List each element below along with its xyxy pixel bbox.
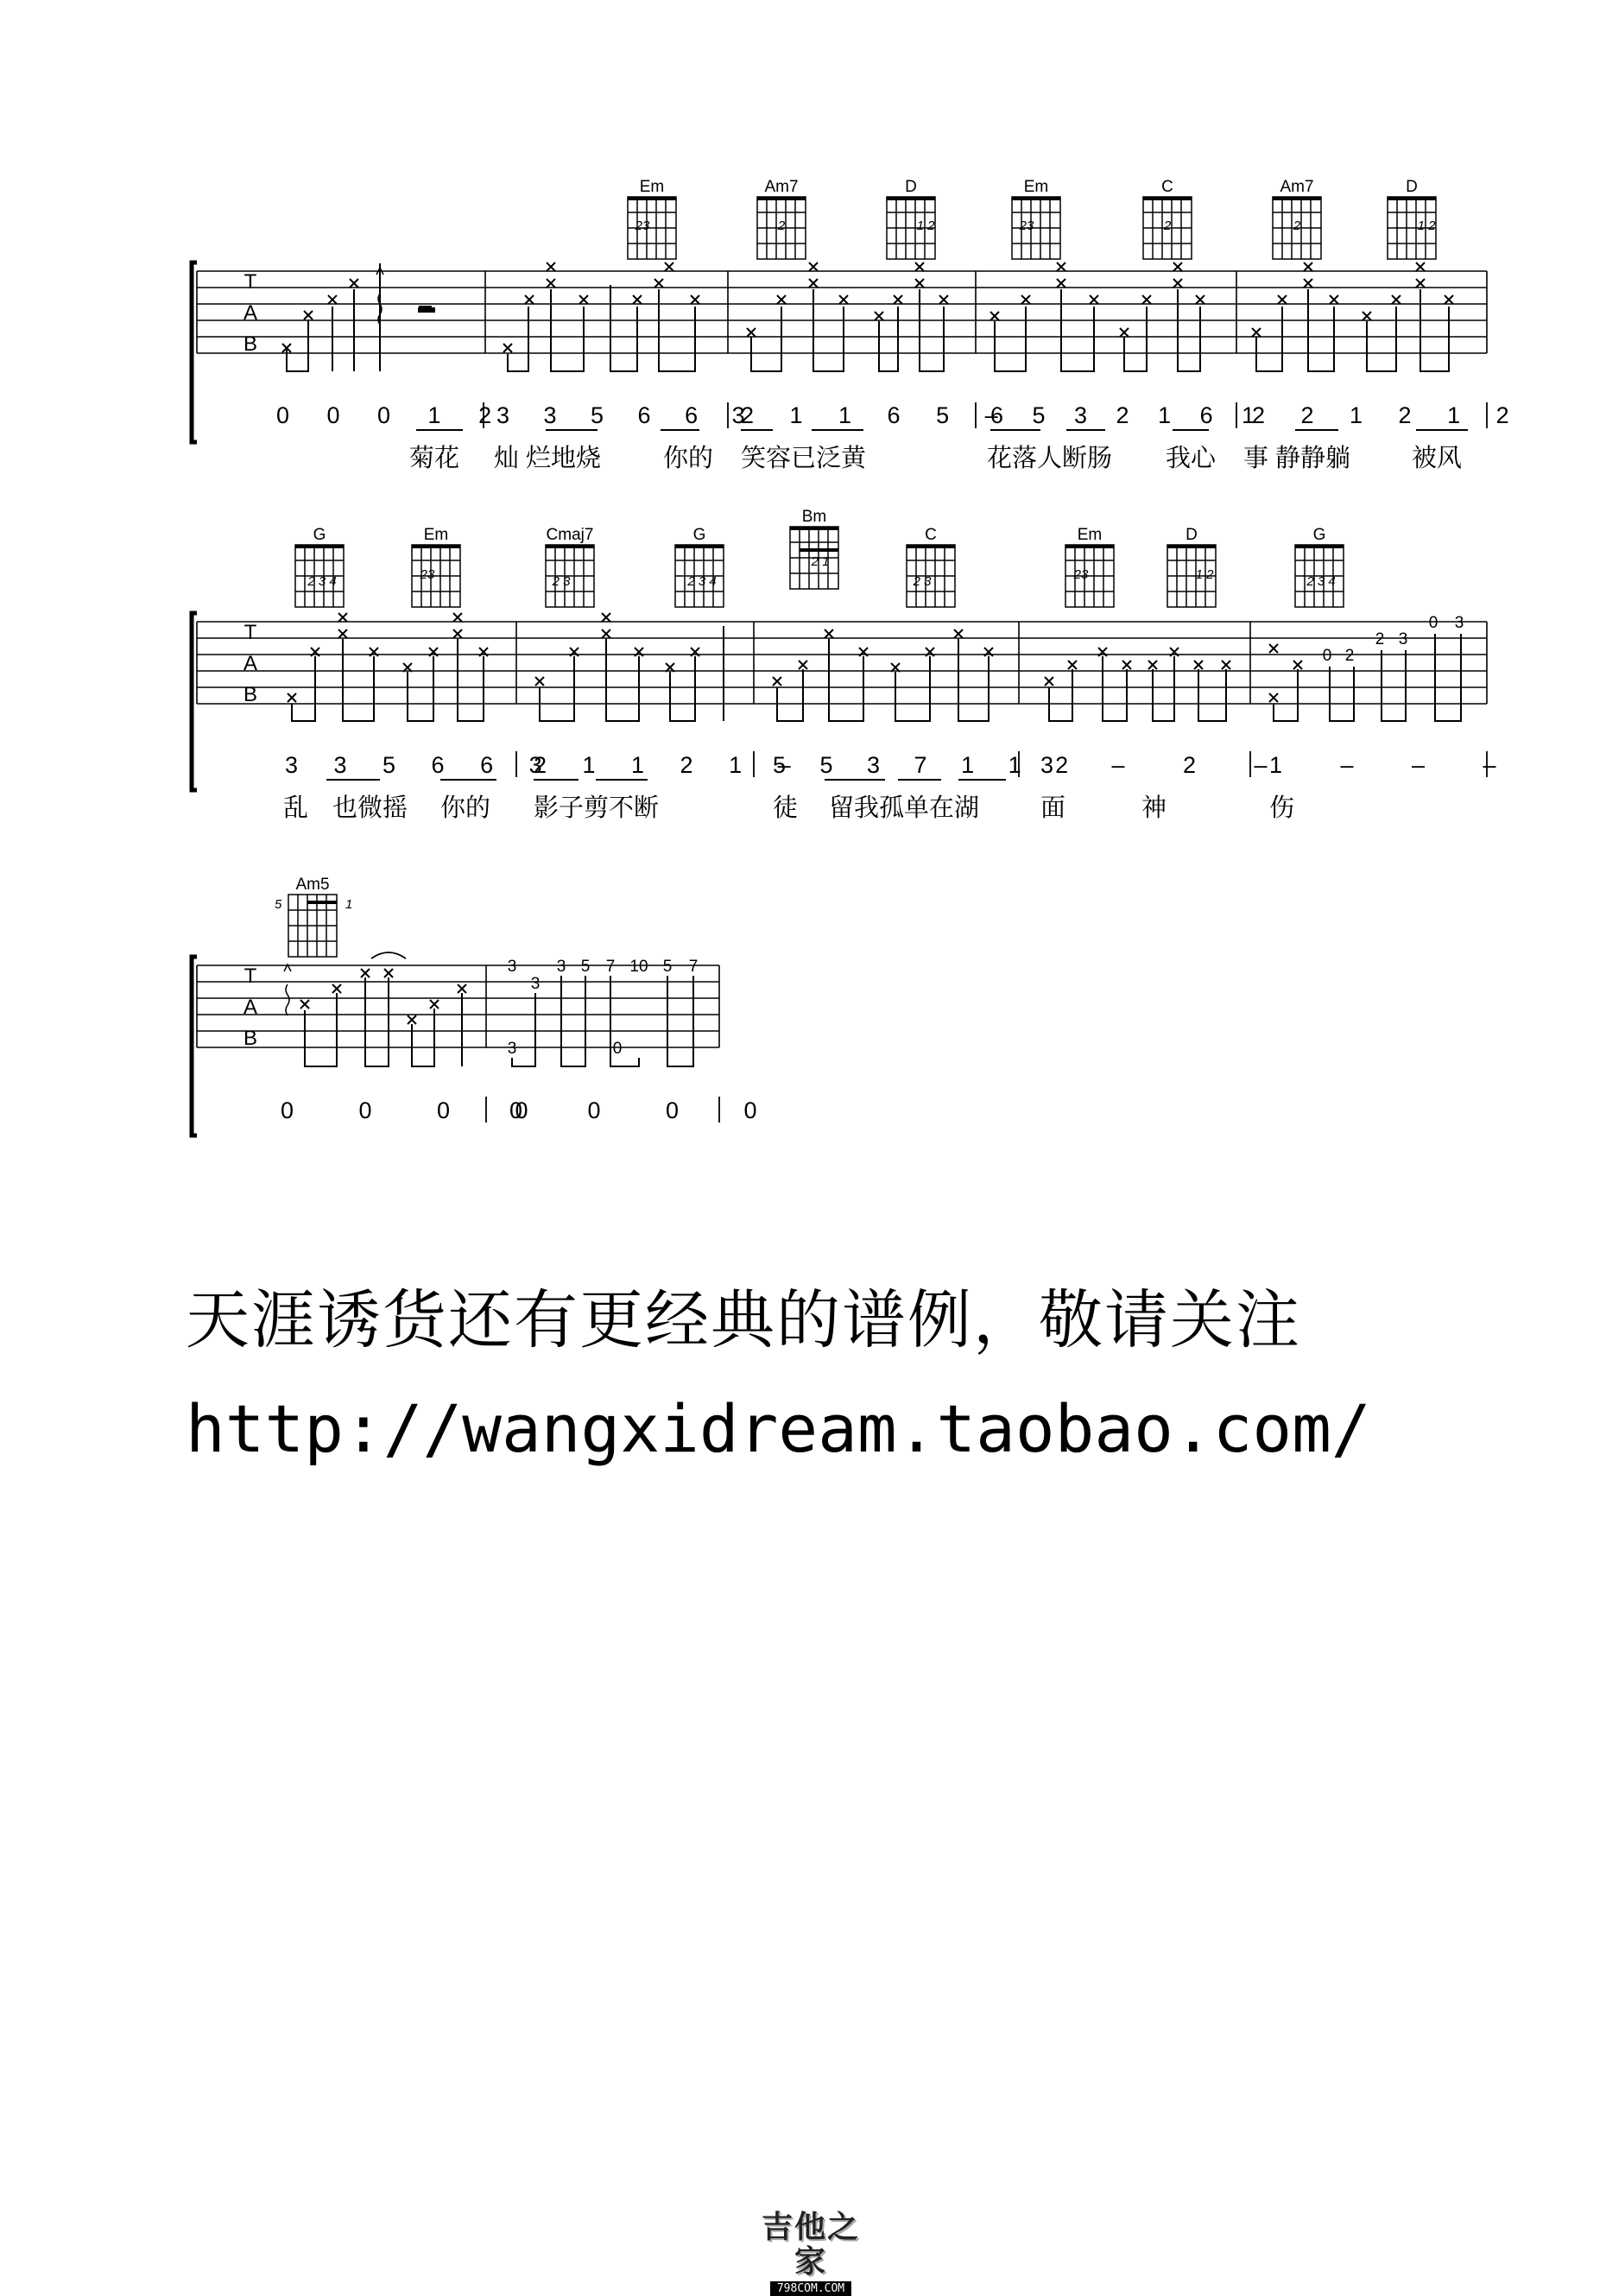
lyric: 菊花 xyxy=(409,445,460,472)
fret-number: 7 xyxy=(688,958,699,976)
rhythm-stems-row-3 xyxy=(305,976,693,1066)
bar-lines xyxy=(197,622,1487,704)
notation-measure: 0 0 0 1 2 xyxy=(276,402,508,428)
chord-name: D xyxy=(1186,526,1198,544)
tab-clef-a: A xyxy=(243,652,258,675)
chord-fingering: 2 3 xyxy=(913,574,932,589)
system-brace xyxy=(192,262,197,442)
rhythm-stems-row-1 xyxy=(287,263,1449,371)
fret-number: 3 xyxy=(556,958,566,976)
fret-number: 0 xyxy=(612,1040,623,1058)
chord-fingering: 23 xyxy=(420,567,435,582)
chord-fingering: 2 xyxy=(1163,218,1172,233)
notation-measure: 2 2 1 2 1 2 xyxy=(1252,402,1524,428)
chord-name: Bm xyxy=(801,508,827,526)
chord-fingering: 2 xyxy=(1293,218,1301,233)
lyric: 事 静静躺 xyxy=(1243,445,1351,472)
fret-number: 10 xyxy=(629,958,648,976)
notation-measure: 2 1 1 2 1 – xyxy=(534,752,806,778)
x-mark xyxy=(503,262,699,352)
chord-fingering: 2 xyxy=(777,218,786,233)
notation-measure: 1 – – – xyxy=(1269,752,1522,778)
notation-measure: 5 5 3 7 1 1 2 xyxy=(773,752,1083,778)
chord-fingering: 1 2 xyxy=(916,218,935,233)
x-mark xyxy=(282,279,358,352)
fret-number: 0 xyxy=(1322,647,1332,665)
chord-fingering: 2 3 4 xyxy=(307,574,337,589)
chord-name: Am7 xyxy=(764,178,799,196)
lyric: 徒 xyxy=(773,794,799,822)
x-mark xyxy=(747,262,948,337)
chord-name: Am5 xyxy=(295,876,330,894)
fret-number: 3 xyxy=(530,975,541,993)
lyric: 灿 烂地烧 xyxy=(494,445,602,472)
notation-measure: 3 3 5 6 6 3 xyxy=(285,752,557,778)
lyric: 你的 xyxy=(440,794,491,822)
lyric: 留我孤单在湖 xyxy=(829,794,980,822)
chord-name: Em xyxy=(1023,178,1049,196)
tab-clef-b: B xyxy=(243,1027,258,1050)
fret-number: 0 xyxy=(1428,614,1438,632)
chord-names-row-2 xyxy=(313,508,1326,544)
chord-fingering: 2 1 xyxy=(811,554,830,569)
chord-name: Em xyxy=(1077,526,1103,544)
system-brace xyxy=(192,957,197,1135)
lyric: 伤 xyxy=(1269,794,1295,822)
chord-name: D xyxy=(1406,178,1418,196)
lyric: 乱 xyxy=(283,794,309,822)
lyrics-row-1 xyxy=(409,444,1462,472)
rhythm-stems-row-2 xyxy=(292,626,1461,721)
chord-fingering: 23 xyxy=(635,218,650,233)
chord-name: Cmaj7 xyxy=(546,526,594,544)
arpeggio-mark xyxy=(284,965,291,1015)
shop-url-link[interactable]: http://wangxidream.taobao.com/ xyxy=(186,1390,1371,1467)
chord-fingerings-row-1 xyxy=(635,218,1436,233)
lyric: 我心 xyxy=(1166,445,1217,472)
fret-number: 3 xyxy=(1454,614,1464,632)
notation-measure: 0 0 0 0 xyxy=(281,1097,558,1123)
notation-measure: 2 1 1 6 5 – xyxy=(741,402,1013,428)
staff-system-2 xyxy=(0,484,1606,846)
chord-name: G xyxy=(313,526,326,544)
fret-number: 3 xyxy=(507,1040,517,1058)
tab-clef-a: A xyxy=(243,996,258,1019)
tab-clef-a: A xyxy=(243,301,258,325)
tab-clef xyxy=(243,965,257,1050)
lyric: 花落人断肠 xyxy=(987,445,1113,472)
strum-marks-row-3 xyxy=(300,969,466,1024)
chord-name: C xyxy=(1161,178,1173,196)
lyric: 神 xyxy=(1141,794,1167,822)
jianpu-row-3 xyxy=(281,1097,787,1123)
lyric: 影子剪不断 xyxy=(534,794,660,822)
staff-system-1 xyxy=(0,0,1606,484)
chord-fingering: 23 xyxy=(1019,218,1034,233)
chord-name: Em xyxy=(423,526,449,544)
fret-number: 3 xyxy=(1398,630,1408,648)
lyrics-row-2 xyxy=(283,794,1294,822)
tab-clef-t: T xyxy=(243,621,257,644)
bar-lines xyxy=(197,965,719,1047)
tab-staff-lines xyxy=(197,965,719,1047)
chord-fingering: 2 3 4 xyxy=(1306,574,1336,589)
chord-fret-left: 5 xyxy=(275,897,282,912)
fret-number: 2 xyxy=(1344,647,1355,665)
lyric: 你的 xyxy=(663,445,714,472)
chord-diagram-am5 xyxy=(288,895,337,957)
fret-number: 5 xyxy=(580,958,591,976)
lyric: 也微摇 xyxy=(332,794,408,822)
lyric: 面 xyxy=(1040,794,1066,822)
fret-number: 5 xyxy=(662,958,673,976)
notation-measure: 3 3 5 6 6 3 xyxy=(496,402,759,428)
x-mark xyxy=(990,262,1204,337)
chord-name: Em xyxy=(639,178,665,196)
tab-staff-lines xyxy=(197,622,1487,704)
chord-fingering: 1 2 xyxy=(1417,218,1436,233)
logo-title: 吉他之家 xyxy=(761,2210,860,2280)
system-brace xyxy=(192,613,197,790)
staff-system-3 xyxy=(0,855,1606,1148)
strum-marks-row-1 xyxy=(282,262,1453,352)
jianpu-row-2 xyxy=(285,752,1522,778)
logo-domain: 798COM.COM xyxy=(770,2281,851,2296)
site-logo xyxy=(749,2210,872,2295)
fret-number: 3 xyxy=(507,958,517,976)
chord-name: D xyxy=(905,178,917,196)
chord-fingering: 1 2 xyxy=(1195,567,1214,582)
tab-staff-lines xyxy=(197,271,1487,353)
notation-measure: 0 0 0 0 xyxy=(509,1097,787,1123)
chord-fingering: 2 3 4 xyxy=(687,574,717,589)
fret-number: 2 xyxy=(1375,630,1385,648)
chord-fret-right: 1 xyxy=(345,897,353,912)
bar-lines xyxy=(197,271,1487,353)
tab-clef xyxy=(243,621,257,706)
jianpu-row-1 xyxy=(276,402,1524,428)
tab-clef-b: B xyxy=(243,683,258,706)
chord-name: G xyxy=(1312,526,1326,544)
notation-measure: 3 – 2 – xyxy=(1040,752,1293,778)
fret-number: 7 xyxy=(605,958,616,976)
lyric: 笑容已泛黄 xyxy=(741,445,867,472)
tie-mark xyxy=(371,952,406,958)
chord-fingerings-row-2 xyxy=(307,554,1335,589)
tab-clef-t: T xyxy=(243,965,257,988)
chord-names-row-1 xyxy=(640,178,1418,196)
notation-measure: 6 5 3 2 1 6 1 xyxy=(990,402,1267,428)
chord-fingering: 23 xyxy=(1073,567,1089,582)
promo-text: 天涯诱货还有更经典的谱例，敬请关注 xyxy=(186,1283,1301,1357)
tab-clef-t: T xyxy=(243,270,257,294)
chord-name: G xyxy=(692,526,706,544)
tab-clef xyxy=(243,270,257,356)
lyric: 被风 xyxy=(1412,445,1463,472)
tab-clef-b: B xyxy=(243,332,258,356)
chord-name: C xyxy=(925,526,937,544)
strum-marks-row-2 xyxy=(288,613,1302,702)
chord-name: Am7 xyxy=(1280,178,1314,196)
chord-fingering: 2 3 xyxy=(552,574,571,589)
